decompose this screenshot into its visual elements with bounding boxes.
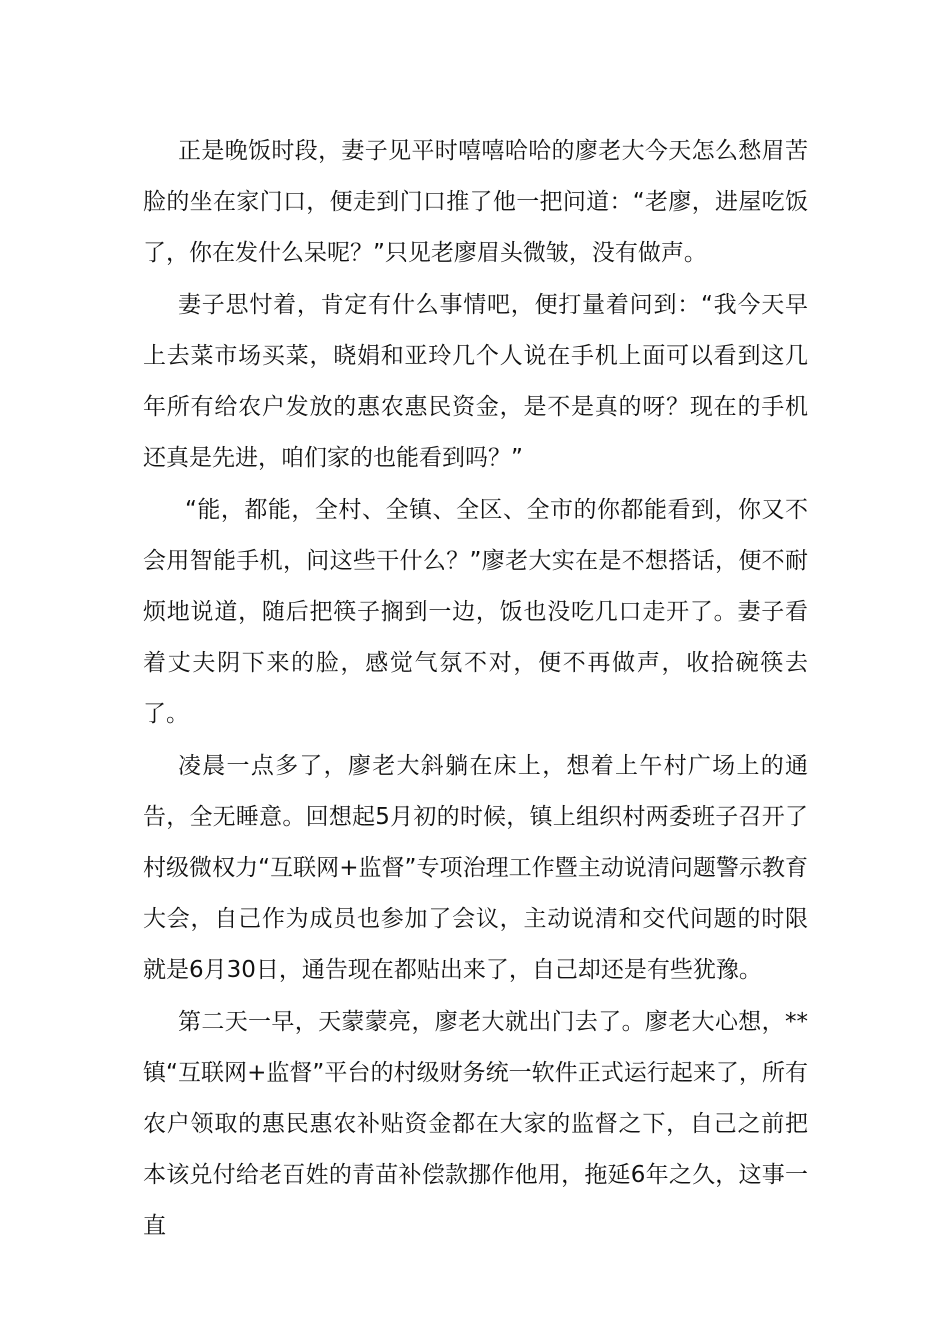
paragraph-3: “能，都能，全村、全镇、全区、全市的你都能看到，你又不会用智能手机，问这些干什么？”廖老大实在是不想搭话，便不耐烦地说道，随后把筷子搁到一边，饭也没吃几口走开了。妻子看着丈夫阴下来的脸，感觉气氛不对，便不再做声，收拾碗筷去了。	[143, 497, 808, 727]
paragraph-5: 第二天一早，天蒙蒙亮，廖老大就出门去了。廖老大心想，**镇“互联网+监督”平台的村级财务统一软件正式运行起来了，所有农户领取的惠民惠农补贴资金都在大家的监督之下，自己之前把本该兑付给老百姓的青苗补偿款挪作他用，拖延6年之久，这事一直	[143, 1009, 808, 1239]
paragraph-2: 妻子思忖着，肯定有什么事情吧，便打量着问到：“我今天早上去菜市场买菜，晓娟和亚玲几个人说在手机上面可以看到这几年所有给农户发放的惠农惠民资金，是不是真的呀？现在的手机还真是先进，咱们家的也能看到吗？”	[143, 292, 808, 471]
document-body	[143, 126, 808, 1252]
paragraph-1: 正是晚饭时段，妻子见平时嘻嘻哈哈的廖老大今天怎么愁眉苦脸的坐在家门口，便走到门口推了他一把问道：“老廖，进屋吃饭了，你在发什么呆呢？”只见老廖眉头微皱，没有做声。	[143, 138, 808, 266]
paragraph-4: 凌晨一点多了，廖老大斜躺在床上，想着上午村广场上的通告，全无睡意。回想起5月初的时候，镇上组织村两委班子召开了村级微权力“互联网+监督”专项治理工作暨主动说清问题警示教育大会，自己作为成员也参加了会议，主动说清和交代问题的时限就是6月30日，通告现在都贴出来了，自己却还是有些犹豫。	[143, 753, 808, 983]
